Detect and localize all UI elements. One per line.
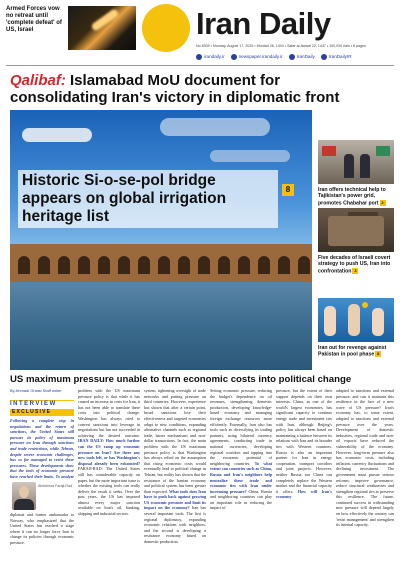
- side-story-1[interactable]: [318, 140, 394, 217]
- promo-text[interactable]: Armed Forces vow no retreat until 'complete defeat' of US, Israel: [6, 6, 62, 33]
- x-icon: [321, 54, 327, 60]
- article-column-3: system, tightening oversight of trade networks and putting pressure on third countries. However, experience has shown that after a certain point, broad sanctions lose their effectiveness and targeted economies adapt to new conditions, expanding alternative channels such as regional trade, barter mechanisms and non-dollar transactions. In fact, the main problem with the US maximum pressure policy is that Washington has always relied on the assumption that rising economic costs would eventually lead to political change in Tehran, but reality has shown that the resistance of the Iranian economy and political system has been greater than expected. What tools does Iran have to push back against growing US economic pressure and limit its impact on the economy? Iran has several important tools. The first is regional diplomacy, expanding economic relations with neighbors, and the second is developing a resistance economy based on domestic production.: [144, 388, 206, 545]
- article-column-6: adapted to sanctions and external pressure, and can it maintain this resilience in the face of a new wave of US pressure? Iran's economy has, to some extent, adapted to sanctions and external pressure over the years. Development of domestic industries, regional trade and non-oil exports have reduced the vulnerability of the economy. However, long-term pressure also has economic costs, including inflation, currency fluctuations and declining investment. The government must pursue serious reforms, improve governance, reduce structural weaknesses and strengthen regional ties to preserve this resilience. The future, continued success in withstanding new pressure will depend largely on how effectively the country can 'resist management' and strengthen its internal capacity.: [336, 388, 394, 528]
- article-column-5: pressure, but the extent of their support depends on their own interests. China, as one of the world's largest economies, has significant capacity to continue energy trade and investment ties with Iran, although Beijing's policy has always been based on maintaining a balance between its relations with Iran and its broader ties with Western countries. Russia is also an important partner for Iran in energy cooperation, transport corridors and joint projects. However, neither Russia nor China can completely replace the Western market and the financial capacity it offers. How will Iran's economy: [276, 388, 332, 500]
- ball-icon: [362, 302, 368, 308]
- promo-missile-image[interactable]: [68, 6, 136, 50]
- side-story-3[interactable]: [318, 298, 394, 358]
- flag-shape: [376, 146, 390, 156]
- cloud: [160, 118, 270, 136]
- missile-streak: [90, 8, 119, 32]
- interviewee-portrait: [12, 482, 36, 510]
- article-intro: Following a complete stop in negotiations and the return of sanctions, the United States still pursues its policy of maximum pressure on Iran through sanctions and trade restrictions, while Tehran, despite severe economic challenges, has so far managed to resist these pressures. These developments show that the tools of economic pressure have reached their limits. To analyze: [10, 418, 74, 479]
- player-figure: [324, 306, 336, 336]
- portrait-caption: Abdolreza Faraji-Rad: [38, 484, 72, 488]
- tank-barrel: [348, 212, 378, 216]
- masthead-title: Iran Daily: [196, 6, 331, 41]
- logo-sun-icon: [142, 4, 190, 52]
- social-link-web[interactable]: irandaily.ir: [196, 54, 225, 60]
- social-bar: [196, 53, 396, 61]
- side-story-3-photo: [318, 298, 394, 342]
- tank-shape: [328, 216, 384, 246]
- side-story-1-photo: [318, 140, 394, 184]
- person-figure: [360, 154, 370, 178]
- social-link-x[interactable]: IranDailyIR: [321, 54, 352, 60]
- side-story-1-headline: Iran offers technical help to Tajikistan's power grid, promotes Chabahar port 2: [318, 187, 386, 207]
- lead-headline-text-1: Islamabad MoU document for: [65, 72, 281, 89]
- dateline: No 8309 • Monday, August 17, 2025 • Mordad 26, 1404 • Safar al-Awwal 22, 1447 • 100,000 rials • 8 pages: [196, 44, 366, 48]
- article-headline[interactable]: US maximum pressure unable to turn economic costs into political change: [10, 374, 352, 385]
- instagram-icon: [289, 54, 295, 60]
- bridge-arch: [258, 256, 270, 274]
- lead-headline-line-1[interactable]: [10, 72, 394, 89]
- interview-label: INTERVIEW: [10, 400, 74, 408]
- exclusive-badge: EXCLUSIVE: [10, 409, 74, 416]
- bridge-arch: [238, 256, 250, 274]
- hero-headline[interactable]: Historic Si-o-se-pol bridge appears on global irrigation heritage list: [18, 170, 278, 228]
- article-byline: By Ahmadi Ghiasi Staff writer: [10, 388, 62, 393]
- web-icon: [196, 54, 202, 60]
- cloud: [22, 128, 92, 142]
- player-figure: [372, 308, 384, 336]
- cloud: [210, 150, 290, 162]
- social-link-newspaper[interactable]: newspaper.irandaily.ir: [231, 54, 283, 60]
- bridge-arch: [138, 256, 150, 274]
- header-divider: [6, 65, 394, 66]
- interview-question: How will Iran's economy: [276, 488, 332, 500]
- portrait-face: [19, 486, 29, 498]
- side-story-2[interactable]: [318, 208, 394, 275]
- side-story-2-photo: [318, 208, 394, 252]
- promo-box[interactable]: [6, 6, 136, 50]
- side-story-3-headline: Iran out for revenge against Pakistan in pool phase 8: [318, 345, 387, 358]
- player-figure: [348, 304, 360, 336]
- bridge-arch: [118, 256, 130, 274]
- flag-shape: [322, 146, 336, 156]
- article-column-1b: diplomat and former ambassador to Norway, who emphasized that the United States has reached a stage where it can no longer force Iran to change its policies through economic pressure.: [10, 512, 74, 545]
- bridge-arch: [278, 256, 290, 274]
- bridge-arch: [298, 256, 310, 274]
- bridge-arch: [218, 256, 230, 274]
- page-badge: 3: [354, 267, 357, 273]
- interview-question: What tools does Iran have to push back against growing US economic pressure and limit its impact on the economy?: [144, 488, 206, 511]
- social-link-instagram[interactable]: IranDaily: [289, 54, 315, 60]
- page-badge: 8: [377, 351, 380, 357]
- masthead-header: [0, 0, 400, 62]
- portrait-suit: [14, 499, 34, 510]
- bridge-arch: [98, 256, 110, 274]
- interview-question: To what extent can countries such as China, Russia and Iran's neighbors help neutralize these trade and economic ties with Iran under increasing pressure?: [210, 460, 272, 494]
- bridge-arch: [58, 256, 70, 274]
- hero-photo[interactable]: [10, 110, 312, 370]
- page-badge: 2: [381, 199, 384, 205]
- article-column-1: [10, 418, 74, 480]
- bridge-arch: [78, 256, 90, 274]
- person-figure: [344, 154, 354, 178]
- lead-headline-line-2[interactable]: consolidating Iran's victory in diplomatic front: [10, 89, 340, 106]
- newspaper-icon: [231, 54, 237, 60]
- bridge-arch: [198, 256, 210, 274]
- article-column-2: problem with the US maximum pressure policy is that while it has caused an increase in costs for Iran, it has not been able to translate these costs into political change. Washington has always tried to convert sanctions into leverage in negotiations but has not succeeded in achieving the desired outcome. IRAN DAILY: How much further can the US ramp up economic pressure on Iran? Are there any new tools left, or has Washington's disposal already been exhausted? FARAJI-RAD: The United States still has considerable capacity on paper, but the more important issue is whether the existing tools can really deliver the result it seeks. Over the past years, the US has imposed almost every major sanction available on Iran's oil, banking, shipping and industrial sectors.: [78, 388, 140, 517]
- bridge-arch: [158, 256, 170, 274]
- river-water: [10, 282, 312, 370]
- bridge-arch: [18, 256, 30, 274]
- interview-question: IRAN DAILY: How much further can the US ramp up economic pressure on Iran? Are there any new tools left, or has Washington's disposal already been exhausted?: [78, 438, 140, 466]
- article-column-4: Setting economic pressure, reducing the budget's dependence on oil revenues, strengthening domestic production, developing knowledge-based economy and managing foreign exchange resources more efficiently. Externally, Iran also has tools such as diversifying its trading partners, using bilateral currency agreements, conducting trade in national currencies, developing regional corridors and tapping into the economic potential of neighboring countries. To what extent can countries such as China, Russia and Iran's neighbors help neutralize these trade and economic ties with Iran under increasing pressure? China, Russia and neighboring countries can play an important role in reducing the impact of: [210, 388, 272, 511]
- lead-kicker: Qalibaf:: [10, 72, 66, 89]
- side-story-2-headline: Five decades of Israeli covert strategy to push US, Iran into confrontation 3: [318, 255, 391, 275]
- bridge-arch: [178, 256, 190, 274]
- hero-page-badge: 8: [282, 184, 294, 196]
- bridge-arch: [38, 256, 50, 274]
